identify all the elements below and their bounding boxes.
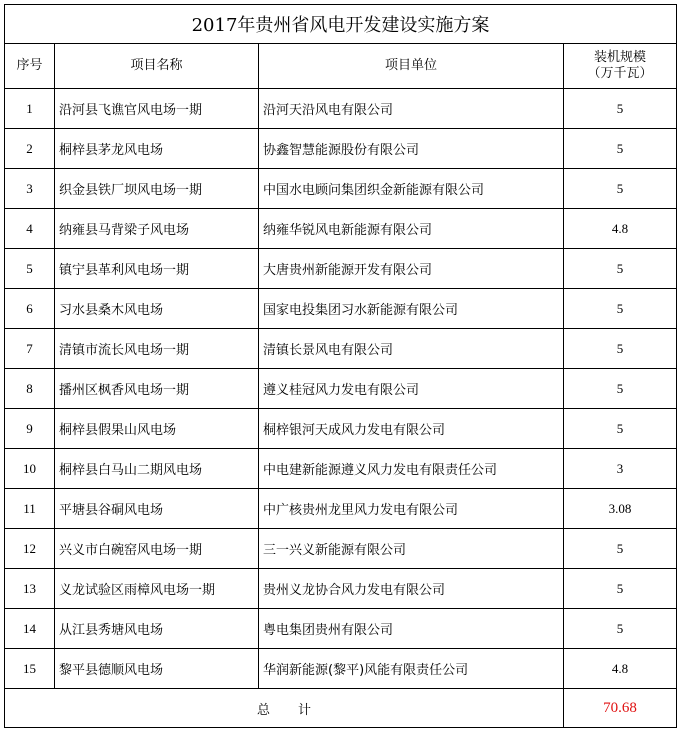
row-capacity: 5 <box>564 369 677 409</box>
row-number: 14 <box>5 609 55 649</box>
row-project-unit: 中国水电顾问集团织金新能源有限公司 <box>259 169 564 209</box>
row-project-name: 播州区枫香风电场一期 <box>55 369 259 409</box>
row-project-name: 清镇市流长风电场一期 <box>55 329 259 369</box>
row-project-name: 桐梓县茅龙风电场 <box>55 129 259 169</box>
row-project-name: 平塘县谷硐风电场 <box>55 489 259 529</box>
row-project-unit: 纳雍华锐风电新能源有限公司 <box>259 209 564 249</box>
row-capacity: 5 <box>564 329 677 369</box>
row-project-unit: 中广核贵州龙里风力发电有限公司 <box>259 489 564 529</box>
row-project-unit: 清镇长景风电有限公司 <box>259 329 564 369</box>
table-row <box>5 209 677 249</box>
row-project-unit: 遵义桂冠风力发电有限公司 <box>259 369 564 409</box>
row-project-name: 沿河县飞谯官风电场一期 <box>55 89 259 129</box>
header-row <box>5 44 677 89</box>
header-capacity-line2: （万千瓦） <box>587 66 653 81</box>
table-row <box>5 489 677 529</box>
row-capacity: 5 <box>564 569 677 609</box>
row-capacity: 5 <box>564 129 677 169</box>
row-capacity: 5 <box>564 89 677 129</box>
table-row <box>5 289 677 329</box>
row-project-unit: 华润新能源(黎平)风能有限责任公司 <box>259 649 564 689</box>
total-label: 总计 <box>5 689 564 728</box>
table-row <box>5 409 677 449</box>
table-row <box>5 609 677 649</box>
header-no: 序号 <box>5 44 55 89</box>
row-project-unit: 协鑫智慧能源股份有限公司 <box>259 129 564 169</box>
table-title: 2017年贵州省风电开发建设实施方案 <box>5 5 677 44</box>
header-project-name: 项目名称 <box>55 44 259 89</box>
row-capacity: 5 <box>564 289 677 329</box>
row-capacity: 4.8 <box>564 209 677 249</box>
row-number: 15 <box>5 649 55 689</box>
row-number: 12 <box>5 529 55 569</box>
table-row <box>5 89 677 129</box>
table-row <box>5 529 677 569</box>
row-project-name: 从江县秀塘风电场 <box>55 609 259 649</box>
row-project-name: 兴义市白碗窑风电场一期 <box>55 529 259 569</box>
table-row <box>5 169 677 209</box>
table-body <box>5 89 677 689</box>
row-number: 4 <box>5 209 55 249</box>
header-project-unit: 项目单位 <box>259 44 564 89</box>
row-project-unit: 桐梓银河天成风力发电有限公司 <box>259 409 564 449</box>
row-project-unit: 沿河天沿风电有限公司 <box>259 89 564 129</box>
row-capacity: 5 <box>564 529 677 569</box>
row-number: 13 <box>5 569 55 609</box>
row-project-name: 黎平县德顺风电场 <box>55 649 259 689</box>
row-number: 11 <box>5 489 55 529</box>
row-capacity: 5 <box>564 609 677 649</box>
row-project-name: 桐梓县白马山二期风电场 <box>55 449 259 489</box>
row-capacity: 5 <box>564 409 677 449</box>
row-number: 9 <box>5 409 55 449</box>
row-capacity: 3.08 <box>564 489 677 529</box>
row-number: 6 <box>5 289 55 329</box>
title-row <box>5 5 677 44</box>
table-row <box>5 249 677 289</box>
table-row <box>5 129 677 169</box>
row-project-name: 义龙试验区雨樟风电场一期 <box>55 569 259 609</box>
row-capacity: 3 <box>564 449 677 489</box>
table-row <box>5 329 677 369</box>
row-project-unit: 大唐贵州新能源开发有限公司 <box>259 249 564 289</box>
row-project-unit: 粤电集团贵州有限公司 <box>259 609 564 649</box>
header-capacity-line1: 装机规模 <box>593 50 646 65</box>
row-number: 5 <box>5 249 55 289</box>
row-project-unit: 贵州义龙协合风力发电有限公司 <box>259 569 564 609</box>
row-project-name: 纳雍县马背梁子风电场 <box>55 209 259 249</box>
wind-power-plan-table <box>4 4 677 728</box>
row-project-unit: 三一兴义新能源有限公司 <box>259 529 564 569</box>
row-project-name: 织金县铁厂坝风电场一期 <box>55 169 259 209</box>
table-row <box>5 449 677 489</box>
row-number: 7 <box>5 329 55 369</box>
total-row <box>5 689 677 728</box>
row-number: 8 <box>5 369 55 409</box>
row-number: 3 <box>5 169 55 209</box>
row-project-name: 习水县桑木风电场 <box>55 289 259 329</box>
row-number: 1 <box>5 89 55 129</box>
table-row <box>5 369 677 409</box>
row-number: 2 <box>5 129 55 169</box>
row-number: 10 <box>5 449 55 489</box>
header-capacity <box>564 44 677 89</box>
table-row <box>5 649 677 689</box>
row-project-name: 桐梓县假果山风电场 <box>55 409 259 449</box>
row-capacity: 4.8 <box>564 649 677 689</box>
row-project-unit: 国家电投集团习水新能源有限公司 <box>259 289 564 329</box>
row-project-unit: 中电建新能源遵义风力发电有限责任公司 <box>259 449 564 489</box>
row-project-name: 镇宁县革利风电场一期 <box>55 249 259 289</box>
table-row <box>5 569 677 609</box>
row-capacity: 5 <box>564 249 677 289</box>
row-capacity: 5 <box>564 169 677 209</box>
total-value: 70.68 <box>564 689 677 728</box>
